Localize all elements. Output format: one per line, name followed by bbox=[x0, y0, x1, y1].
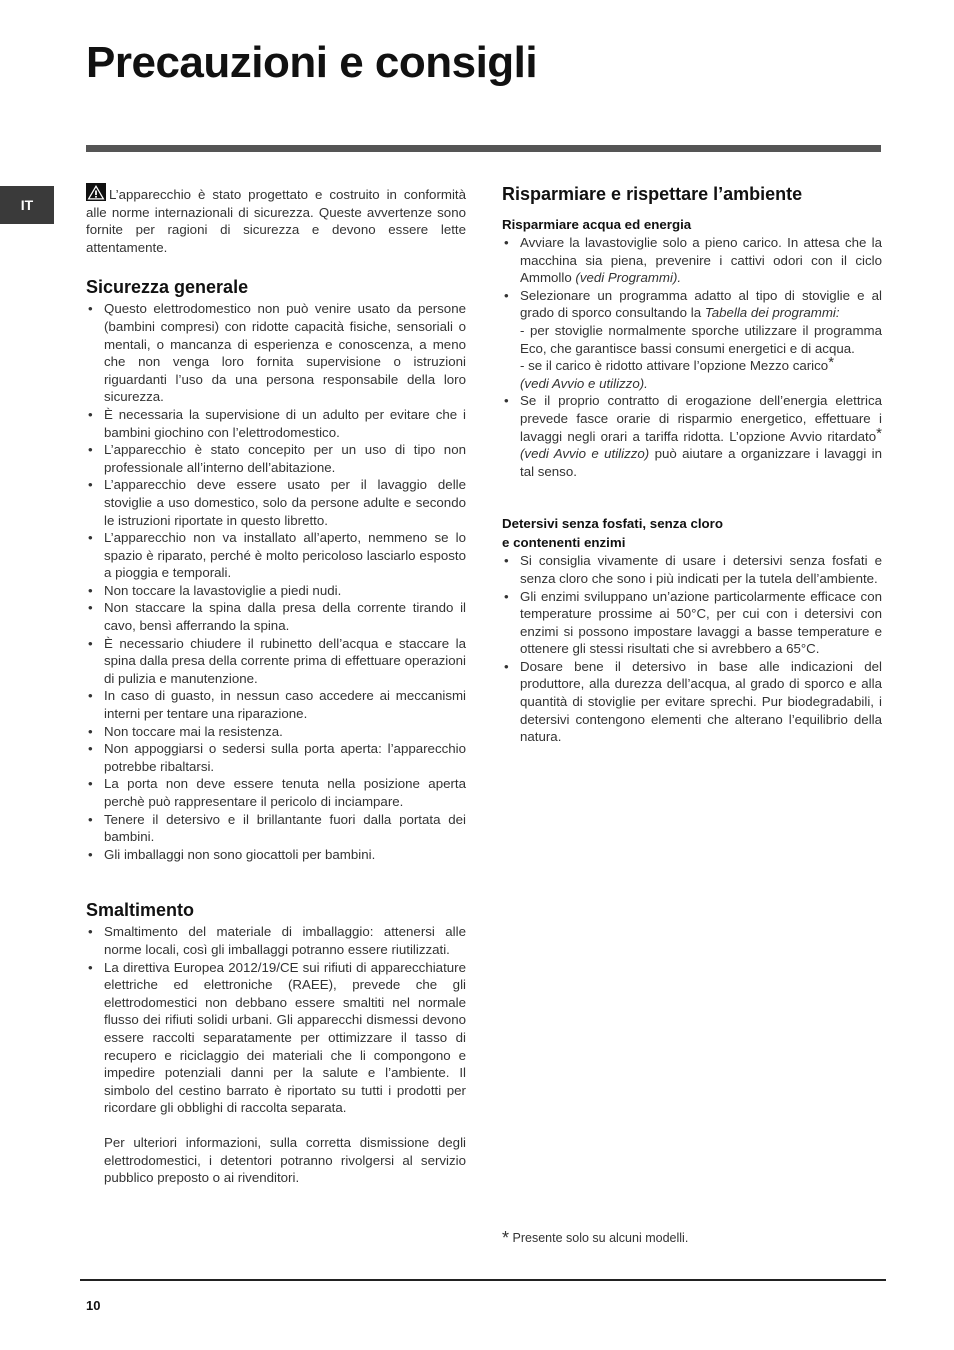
top-divider bbox=[86, 145, 881, 152]
bottom-divider bbox=[80, 1279, 886, 1281]
detersivi-list bbox=[502, 552, 882, 746]
intro-text: L’apparecchio è stato progettato e costruito in conformità alle norme internazionali di sicurezza. Queste avvertenze sono fornite per ragioni di sicurezza e devono essere lette attentamente. bbox=[86, 187, 466, 255]
right-column bbox=[502, 183, 882, 746]
list-item: • Smaltimento del materiale di imballaggio: attenersi alle norme locali, così gli imballaggi potranno essere riutilizzati. bbox=[86, 923, 466, 958]
list-item bbox=[502, 287, 882, 393]
list-item: • Non appoggiarsi o sedersi sulla porta aperta: l’apparecchio potrebbe ribaltarsi. bbox=[86, 740, 466, 775]
list-item bbox=[502, 392, 882, 480]
language-tab: IT bbox=[0, 186, 54, 224]
list-item: • Si consiglia vivamente di usare i detersivi senza fosfati e senza cloro che sono i più indicati per la tutela dell’ambiente. bbox=[502, 552, 882, 587]
list-item: • È necessario chiudere il rubinetto dell’acqua e staccare la spina dalla presa della corrente prima di effettuare operazioni di pulizia e manutenzione. bbox=[86, 635, 466, 688]
subheading-detersivi-2: e contenenti enzimi bbox=[502, 535, 626, 551]
page-number: 10 bbox=[86, 1298, 101, 1313]
item-text: Selezionare un programma adatto al tipo di stoviglie e al grado di sporco consultando la bbox=[520, 287, 882, 321]
cross-reference: (vedi Avvio e utilizzo). bbox=[520, 375, 648, 391]
list-item: • In caso di guasto, in nessun caso accedere ai meccanismi interni per tentare una riparazione. bbox=[86, 687, 466, 722]
list-item bbox=[502, 234, 882, 287]
footnote-marker: * bbox=[502, 1228, 510, 1248]
sicurezza-list bbox=[86, 300, 466, 863]
list-item: • Tenere il detersivo e il brillantante fuori dalla portata dei bambini. bbox=[86, 811, 466, 846]
footnote-text: Presente solo su alcuni modelli. bbox=[512, 1231, 689, 1245]
acqua-list bbox=[502, 234, 882, 480]
list-item: • Non staccare la spina dalla presa della corrente tirando il cavo, bensì afferrando la spina. bbox=[86, 599, 466, 634]
list-item: • L’apparecchio non va installato all’aperto, nemmeno se lo spazio è riparato, perché è molto pericoloso lasciarlo esposto a pioggia e temporali. bbox=[86, 529, 466, 582]
page-title: Precauzioni e consigli bbox=[86, 38, 538, 87]
subheading-detersivi-1: Detersivi senza fosfati, senza cloro bbox=[502, 516, 723, 532]
footnote-marker: * bbox=[828, 354, 835, 372]
cross-reference: (vedi Avvio e utilizzo) bbox=[520, 446, 650, 462]
footnote-marker: * bbox=[876, 424, 882, 442]
item-text: Avviare la lavastoviglie solo a pieno carico. In attesa che la macchina sia piena, prevenire i cattivi odori con il ciclo Ammollo bbox=[520, 235, 882, 286]
list-item: • Non toccare la lavastoviglie a piedi nudi. bbox=[86, 582, 466, 600]
list-item: • La direttiva Europea 2012/19/CE sui rifiuti di apparecchiature elettriche ed elettroniche (RAEE), prevede che gli elettrodomestici non debbano essere smaltiti nel normale flusso dei rifiuti solidi urbani. Gli apparecchi dismessi devono essere raccolti separatamente per ottimizzare il tasso di recupero e riciclaggio dei materiali che li compongono e impedire potenziali danni per la salute e l’ambiente. Il simbolo del cestino barrato è riportato su tutti i prodotti per ricordare gli obblighi di raccolta separata. bbox=[86, 959, 466, 1117]
list-item: • L’apparecchio è stato concepito per un uso di tipo non professionale all’interno dell’abitazione. bbox=[86, 441, 466, 476]
section-heading-smaltimento: Smaltimento bbox=[86, 900, 195, 921]
cross-reference: Tabella dei programmi: bbox=[704, 305, 840, 321]
list-item: • L’apparecchio deve essere usato per il lavaggio delle stoviglie a uso domestico, solo da persone adulte e secondo le istruzioni riportate in questo libretto. bbox=[86, 476, 466, 529]
intro-paragraph bbox=[86, 183, 466, 256]
cross-reference: (vedi Programmi). bbox=[575, 270, 682, 286]
list-item: • Dosare bene il detersivo in base alle indicazioni del produttore, alla durezza dell’acqua, al grado di sporco e alla quantità di stoviglie per evitare sprechi. Pur biodegradabili, i detersivi contengono elementi che alterano l’equilibrio della natura. bbox=[502, 658, 882, 746]
footnote bbox=[502, 1228, 688, 1249]
list-item: • Non toccare mai la resistenza. bbox=[86, 723, 466, 741]
left-column bbox=[86, 183, 466, 1187]
list-item: • Gli enzimi sviluppano un’azione particolarmente efficace con temperature prossime ai 50°C, per cui con i detersivi con enzimi si possono impostare lavaggi a basse temperature e ottenere gli stessi risultati che si avrebbero a 65°C. bbox=[502, 588, 882, 658]
smaltimento-closing: Per ulteriori informazioni, sulla corretta dismissione degli elettrodomestici, i detentori potranno rivolgersi al servizio pubblico preposto o ai rivenditori. bbox=[104, 1134, 466, 1186]
sub-item bbox=[520, 354, 882, 392]
item-text: Se il proprio contratto di erogazione dell’energia elettrica prevede fasce orarie di risparmio energetico, effettuare i lavaggi negli orari a tariffa ridotta. L’opzione Avvio ritardato bbox=[520, 393, 882, 444]
list-item: • Questo elettrodomestico non può venire usato da persone (bambini compresi) con ridotte capacità fisiche, sensoriali o mentali, o mancanza di esperienza e conoscenza, a meno che non venga loro fornita supervisione o istruzioni riguardanti l’uso da una persona responsabile della loro sicurezza. bbox=[86, 300, 466, 406]
section-heading-ambiente: Risparmiare e rispettare l’ambiente bbox=[502, 184, 803, 204]
sub-item: - per stoviglie normalmente sporche utilizzare il programma Eco, che garantisce bassi consumi energetici e di acqua. bbox=[520, 322, 882, 356]
smaltimento-list bbox=[86, 923, 466, 1117]
list-item: • Gli imballaggi non sono giocattoli per bambini. bbox=[86, 846, 466, 864]
item-text: può aiutare a organizzare i lavaggi in tal senso. bbox=[520, 446, 882, 479]
list-item: • È necessaria la supervisione di un adulto per evitare che i bambini giochino con l’elettrodomestico. bbox=[86, 406, 466, 441]
list-item: • La porta non deve essere tenuta nella posizione aperta perchè può rappresentare il pericolo di inciampare. bbox=[86, 775, 466, 810]
warning-triangle-icon bbox=[86, 183, 106, 201]
subheading-acqua: Risparmiare acqua ed energia bbox=[502, 217, 692, 232]
sub-item-text: - se il carico è ridotto attivare l’opzione Mezzo carico bbox=[520, 358, 829, 374]
section-heading-sicurezza: Sicurezza generale bbox=[86, 277, 249, 298]
